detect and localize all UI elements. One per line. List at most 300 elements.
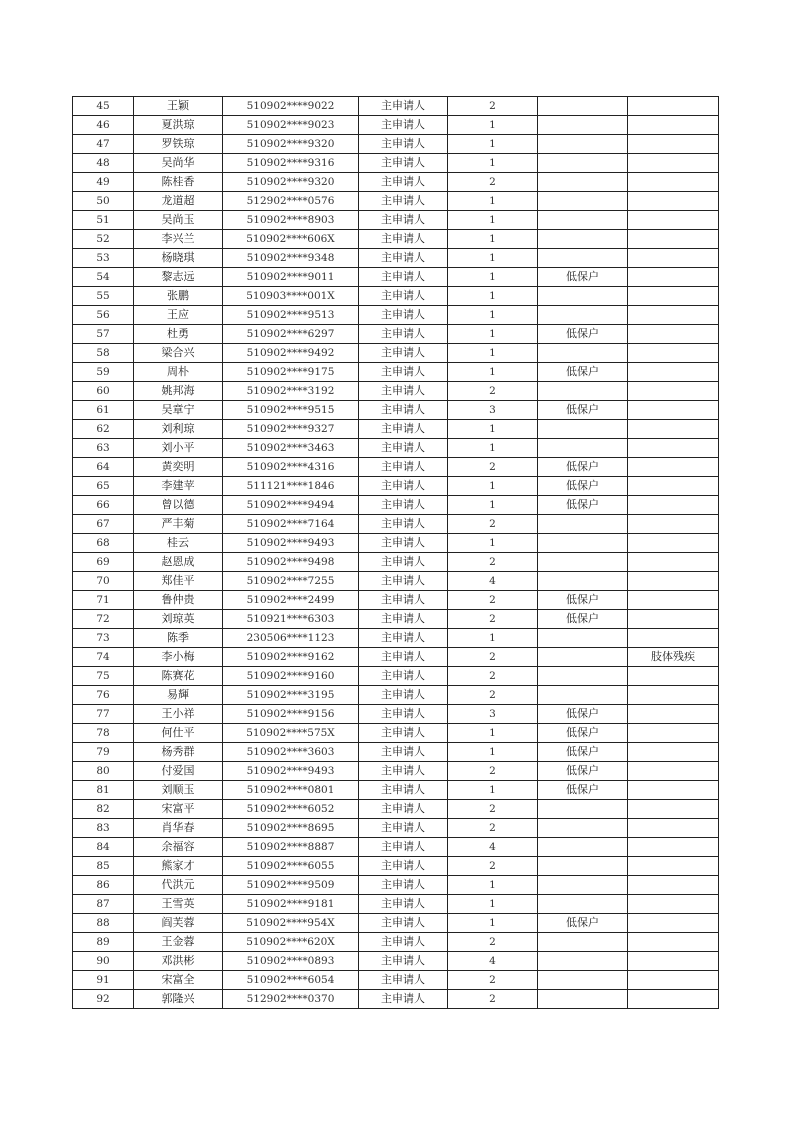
- household-size-cell: 2: [448, 382, 538, 401]
- household-size-cell: 1: [448, 135, 538, 154]
- remark-cell: [628, 534, 719, 553]
- name-cell: 刘顺玉: [134, 781, 223, 800]
- role-cell: 主申请人: [359, 135, 448, 154]
- remark-cell: 肢体残疾: [628, 648, 719, 667]
- name-cell: 易輝: [134, 686, 223, 705]
- name-cell: 刘小平: [134, 439, 223, 458]
- remark-cell: [628, 439, 719, 458]
- remark-cell: [628, 363, 719, 382]
- row-number-cell: 51: [73, 211, 134, 230]
- name-cell: 龙道超: [134, 192, 223, 211]
- remark-cell: [628, 876, 719, 895]
- row-number-cell: 78: [73, 724, 134, 743]
- row-number-cell: 55: [73, 287, 134, 306]
- remark-cell: [628, 800, 719, 819]
- role-cell: 主申请人: [359, 553, 448, 572]
- assistance-type-cell: 低保户: [538, 325, 628, 344]
- name-cell: 陈桂香: [134, 173, 223, 192]
- row-number-cell: 56: [73, 306, 134, 325]
- remark-cell: [628, 306, 719, 325]
- applicant-table: [72, 96, 719, 1009]
- household-size-cell: 1: [448, 211, 538, 230]
- role-cell: 主申请人: [359, 496, 448, 515]
- name-cell: 杨秀群: [134, 743, 223, 762]
- id-number-cell: 510902****9011: [223, 268, 359, 287]
- id-number-cell: 510902****6297: [223, 325, 359, 344]
- table-body: [73, 97, 719, 1009]
- row-number-cell: 72: [73, 610, 134, 629]
- name-cell: 李小梅: [134, 648, 223, 667]
- row-number-cell: 67: [73, 515, 134, 534]
- id-number-cell: 510902****9162: [223, 648, 359, 667]
- household-size-cell: 1: [448, 477, 538, 496]
- table-row: [73, 420, 719, 439]
- remark-cell: [628, 496, 719, 515]
- row-number-cell: 92: [73, 990, 134, 1009]
- id-number-cell: 512902****0370: [223, 990, 359, 1009]
- remark-cell: [628, 933, 719, 952]
- table-row: [73, 667, 719, 686]
- table-row: [73, 876, 719, 895]
- remark-cell: [628, 743, 719, 762]
- household-size-cell: 1: [448, 306, 538, 325]
- role-cell: 主申请人: [359, 667, 448, 686]
- table-row: [73, 116, 719, 135]
- remark-cell: [628, 990, 719, 1009]
- table-row: [73, 458, 719, 477]
- name-cell: 王颖: [134, 97, 223, 116]
- id-number-cell: 510902****3195: [223, 686, 359, 705]
- id-number-cell: 510902****6052: [223, 800, 359, 819]
- assistance-type-cell: 低保户: [538, 477, 628, 496]
- id-number-cell: 510902****9515: [223, 401, 359, 420]
- row-number-cell: 64: [73, 458, 134, 477]
- household-size-cell: 2: [448, 173, 538, 192]
- assistance-type-cell: [538, 211, 628, 230]
- name-cell: 桂云: [134, 534, 223, 553]
- id-number-cell: 510902****8887: [223, 838, 359, 857]
- id-number-cell: 510902****4316: [223, 458, 359, 477]
- table-row: [73, 306, 719, 325]
- row-number-cell: 65: [73, 477, 134, 496]
- assistance-type-cell: [538, 838, 628, 857]
- row-number-cell: 61: [73, 401, 134, 420]
- household-size-cell: 1: [448, 268, 538, 287]
- name-cell: 郭隆兴: [134, 990, 223, 1009]
- row-number-cell: 48: [73, 154, 134, 173]
- table-row: [73, 268, 719, 287]
- row-number-cell: 73: [73, 629, 134, 648]
- assistance-type-cell: [538, 249, 628, 268]
- row-number-cell: 57: [73, 325, 134, 344]
- household-size-cell: 2: [448, 800, 538, 819]
- table-row: [73, 591, 719, 610]
- name-cell: 付爱国: [134, 762, 223, 781]
- name-cell: 鲁仲贵: [134, 591, 223, 610]
- name-cell: 严丰菊: [134, 515, 223, 534]
- role-cell: 主申请人: [359, 211, 448, 230]
- assistance-type-cell: [538, 306, 628, 325]
- role-cell: 主申请人: [359, 249, 448, 268]
- assistance-type-cell: [538, 287, 628, 306]
- id-number-cell: 510903****001X: [223, 287, 359, 306]
- row-number-cell: 59: [73, 363, 134, 382]
- id-number-cell: 510902****620X: [223, 933, 359, 952]
- table-row: [73, 952, 719, 971]
- role-cell: 主申请人: [359, 876, 448, 895]
- id-number-cell: 510902****9320: [223, 173, 359, 192]
- name-cell: 陈季: [134, 629, 223, 648]
- table-row: [73, 762, 719, 781]
- household-size-cell: 2: [448, 990, 538, 1009]
- id-number-cell: 510902****0893: [223, 952, 359, 971]
- table-row: [73, 97, 719, 116]
- household-size-cell: 3: [448, 401, 538, 420]
- table-row: [73, 933, 719, 952]
- role-cell: 主申请人: [359, 990, 448, 1009]
- role-cell: 主申请人: [359, 116, 448, 135]
- role-cell: 主申请人: [359, 781, 448, 800]
- assistance-type-cell: [538, 135, 628, 154]
- remark-cell: [628, 591, 719, 610]
- row-number-cell: 82: [73, 800, 134, 819]
- assistance-type-cell: [538, 990, 628, 1009]
- household-size-cell: 2: [448, 933, 538, 952]
- row-number-cell: 75: [73, 667, 134, 686]
- row-number-cell: 86: [73, 876, 134, 895]
- assistance-type-cell: [538, 686, 628, 705]
- row-number-cell: 45: [73, 97, 134, 116]
- id-number-cell: 510902****9492: [223, 344, 359, 363]
- name-cell: 余福容: [134, 838, 223, 857]
- row-number-cell: 60: [73, 382, 134, 401]
- remark-cell: [628, 762, 719, 781]
- household-size-cell: 2: [448, 819, 538, 838]
- assistance-type-cell: [538, 420, 628, 439]
- assistance-type-cell: [538, 667, 628, 686]
- id-number-cell: 510902****3192: [223, 382, 359, 401]
- table-row: [73, 553, 719, 572]
- row-number-cell: 90: [73, 952, 134, 971]
- table-row: [73, 515, 719, 534]
- role-cell: 主申请人: [359, 819, 448, 838]
- row-number-cell: 58: [73, 344, 134, 363]
- assistance-type-cell: 低保户: [538, 724, 628, 743]
- table-row: [73, 382, 719, 401]
- role-cell: 主申请人: [359, 477, 448, 496]
- assistance-type-cell: [538, 116, 628, 135]
- role-cell: 主申请人: [359, 230, 448, 249]
- table-row: [73, 363, 719, 382]
- assistance-type-cell: [538, 230, 628, 249]
- id-number-cell: 510902****6055: [223, 857, 359, 876]
- id-number-cell: 510902****9494: [223, 496, 359, 515]
- table-row: [73, 344, 719, 363]
- id-number-cell: 510902****9316: [223, 154, 359, 173]
- remark-cell: [628, 705, 719, 724]
- row-number-cell: 47: [73, 135, 134, 154]
- assistance-type-cell: 低保户: [538, 496, 628, 515]
- table-row: [73, 838, 719, 857]
- table-row: [73, 743, 719, 762]
- household-size-cell: 2: [448, 553, 538, 572]
- household-size-cell: 1: [448, 781, 538, 800]
- name-cell: 周朴: [134, 363, 223, 382]
- role-cell: 主申请人: [359, 705, 448, 724]
- id-number-cell: 510902****9493: [223, 762, 359, 781]
- assistance-type-cell: [538, 192, 628, 211]
- row-number-cell: 50: [73, 192, 134, 211]
- remark-cell: [628, 230, 719, 249]
- id-number-cell: 510902****7164: [223, 515, 359, 534]
- role-cell: 主申请人: [359, 363, 448, 382]
- id-number-cell: 510902****8903: [223, 211, 359, 230]
- household-size-cell: 1: [448, 287, 538, 306]
- id-number-cell: 510902****7255: [223, 572, 359, 591]
- name-cell: 罗铁琼: [134, 135, 223, 154]
- table-row: [73, 648, 719, 667]
- id-number-cell: 510902****9022: [223, 97, 359, 116]
- name-cell: 李建苹: [134, 477, 223, 496]
- assistance-type-cell: [538, 933, 628, 952]
- household-size-cell: 2: [448, 762, 538, 781]
- table-row: [73, 629, 719, 648]
- id-number-cell: 510902****0801: [223, 781, 359, 800]
- role-cell: 主申请人: [359, 724, 448, 743]
- row-number-cell: 87: [73, 895, 134, 914]
- household-size-cell: 1: [448, 876, 538, 895]
- table-row: [73, 724, 719, 743]
- name-cell: 黄奕明: [134, 458, 223, 477]
- name-cell: 熊家才: [134, 857, 223, 876]
- role-cell: 主申请人: [359, 344, 448, 363]
- table-row: [73, 496, 719, 515]
- name-cell: 宋富平: [134, 800, 223, 819]
- assistance-type-cell: [538, 382, 628, 401]
- remark-cell: [628, 629, 719, 648]
- name-cell: 梁合兴: [134, 344, 223, 363]
- id-number-cell: 510902****9513: [223, 306, 359, 325]
- assistance-type-cell: 低保户: [538, 781, 628, 800]
- table-row: [73, 477, 719, 496]
- id-number-cell: 510902****9023: [223, 116, 359, 135]
- assistance-type-cell: 低保户: [538, 743, 628, 762]
- assistance-type-cell: [538, 572, 628, 591]
- remark-cell: [628, 211, 719, 230]
- id-number-cell: 510902****6054: [223, 971, 359, 990]
- remark-cell: [628, 325, 719, 344]
- name-cell: 郑佳平: [134, 572, 223, 591]
- row-number-cell: 91: [73, 971, 134, 990]
- role-cell: 主申请人: [359, 154, 448, 173]
- assistance-type-cell: [538, 154, 628, 173]
- household-size-cell: 2: [448, 97, 538, 116]
- id-number-cell: 510902****606X: [223, 230, 359, 249]
- household-size-cell: 1: [448, 629, 538, 648]
- table-row: [73, 154, 719, 173]
- household-size-cell: 2: [448, 667, 538, 686]
- household-size-cell: 1: [448, 743, 538, 762]
- remark-cell: [628, 382, 719, 401]
- table-row: [73, 173, 719, 192]
- role-cell: 主申请人: [359, 610, 448, 629]
- household-size-cell: 1: [448, 230, 538, 249]
- household-size-cell: 1: [448, 154, 538, 173]
- assistance-type-cell: [538, 857, 628, 876]
- assistance-type-cell: 低保户: [538, 762, 628, 781]
- remark-cell: [628, 781, 719, 800]
- assistance-type-cell: [538, 439, 628, 458]
- role-cell: 主申请人: [359, 173, 448, 192]
- name-cell: 王小祥: [134, 705, 223, 724]
- row-number-cell: 76: [73, 686, 134, 705]
- row-number-cell: 80: [73, 762, 134, 781]
- remark-cell: [628, 173, 719, 192]
- role-cell: 主申请人: [359, 933, 448, 952]
- household-size-cell: 1: [448, 534, 538, 553]
- role-cell: 主申请人: [359, 686, 448, 705]
- role-cell: 主申请人: [359, 382, 448, 401]
- remark-cell: [628, 686, 719, 705]
- household-size-cell: 4: [448, 572, 538, 591]
- household-size-cell: 1: [448, 116, 538, 135]
- remark-cell: [628, 135, 719, 154]
- role-cell: 主申请人: [359, 971, 448, 990]
- name-cell: 宋富全: [134, 971, 223, 990]
- assistance-type-cell: 低保户: [538, 401, 628, 420]
- table-row: [73, 990, 719, 1009]
- role-cell: 主申请人: [359, 192, 448, 211]
- name-cell: 王应: [134, 306, 223, 325]
- remark-cell: [628, 249, 719, 268]
- assistance-type-cell: 低保户: [538, 705, 628, 724]
- row-number-cell: 83: [73, 819, 134, 838]
- assistance-type-cell: 低保户: [538, 363, 628, 382]
- table-row: [73, 857, 719, 876]
- id-number-cell: 510902****8695: [223, 819, 359, 838]
- row-number-cell: 49: [73, 173, 134, 192]
- id-number-cell: 510902****954X: [223, 914, 359, 933]
- household-size-cell: 1: [448, 496, 538, 515]
- table-row: [73, 572, 719, 591]
- id-number-cell: 510902****9509: [223, 876, 359, 895]
- household-size-cell: 1: [448, 724, 538, 743]
- row-number-cell: 77: [73, 705, 134, 724]
- household-size-cell: 2: [448, 971, 538, 990]
- household-size-cell: 1: [448, 439, 538, 458]
- remark-cell: [628, 477, 719, 496]
- row-number-cell: 53: [73, 249, 134, 268]
- remark-cell: [628, 952, 719, 971]
- name-cell: 黎志远: [134, 268, 223, 287]
- remark-cell: [628, 344, 719, 363]
- table-row: [73, 971, 719, 990]
- assistance-type-cell: [538, 895, 628, 914]
- remark-cell: [628, 838, 719, 857]
- name-cell: 杜勇: [134, 325, 223, 344]
- name-cell: 王雪英: [134, 895, 223, 914]
- assistance-type-cell: [538, 97, 628, 116]
- assistance-type-cell: [538, 173, 628, 192]
- remark-cell: [628, 553, 719, 572]
- role-cell: 主申请人: [359, 952, 448, 971]
- role-cell: 主申请人: [359, 629, 448, 648]
- role-cell: 主申请人: [359, 458, 448, 477]
- household-size-cell: 1: [448, 344, 538, 363]
- assistance-type-cell: [538, 952, 628, 971]
- role-cell: 主申请人: [359, 800, 448, 819]
- remark-cell: [628, 667, 719, 686]
- assistance-type-cell: [538, 971, 628, 990]
- role-cell: 主申请人: [359, 591, 448, 610]
- id-number-cell: 510902****9320: [223, 135, 359, 154]
- role-cell: 主申请人: [359, 914, 448, 933]
- row-number-cell: 66: [73, 496, 134, 515]
- role-cell: 主申请人: [359, 515, 448, 534]
- name-cell: 刘琼英: [134, 610, 223, 629]
- name-cell: 姚邦海: [134, 382, 223, 401]
- household-size-cell: 1: [448, 363, 538, 382]
- remark-cell: [628, 192, 719, 211]
- assistance-type-cell: [538, 534, 628, 553]
- household-size-cell: 2: [448, 610, 538, 629]
- remark-cell: [628, 154, 719, 173]
- row-number-cell: 54: [73, 268, 134, 287]
- remark-cell: [628, 268, 719, 287]
- name-cell: 杨晓琪: [134, 249, 223, 268]
- table-row: [73, 800, 719, 819]
- role-cell: 主申请人: [359, 838, 448, 857]
- row-number-cell: 52: [73, 230, 134, 249]
- household-size-cell: 2: [448, 458, 538, 477]
- role-cell: 主申请人: [359, 439, 448, 458]
- remark-cell: [628, 515, 719, 534]
- row-number-cell: 46: [73, 116, 134, 135]
- table-row: [73, 135, 719, 154]
- household-size-cell: 1: [448, 420, 538, 439]
- id-number-cell: 510902****2499: [223, 591, 359, 610]
- row-number-cell: 68: [73, 534, 134, 553]
- household-size-cell: 1: [448, 249, 538, 268]
- remark-cell: [628, 572, 719, 591]
- household-size-cell: 1: [448, 325, 538, 344]
- role-cell: 主申请人: [359, 97, 448, 116]
- table-row: [73, 534, 719, 553]
- row-number-cell: 79: [73, 743, 134, 762]
- name-cell: 夏洪琼: [134, 116, 223, 135]
- remark-cell: [628, 116, 719, 135]
- household-size-cell: 4: [448, 838, 538, 857]
- remark-cell: [628, 287, 719, 306]
- role-cell: 主申请人: [359, 287, 448, 306]
- role-cell: 主申请人: [359, 572, 448, 591]
- name-cell: 曾以德: [134, 496, 223, 515]
- name-cell: 何仕平: [134, 724, 223, 743]
- id-number-cell: 510902****3463: [223, 439, 359, 458]
- table-row: [73, 230, 719, 249]
- remark-cell: [628, 458, 719, 477]
- household-size-cell: 2: [448, 591, 538, 610]
- name-cell: 赵恩成: [134, 553, 223, 572]
- remark-cell: [628, 914, 719, 933]
- table-row: [73, 781, 719, 800]
- role-cell: 主申请人: [359, 306, 448, 325]
- name-cell: 刘利琼: [134, 420, 223, 439]
- table-row: [73, 914, 719, 933]
- assistance-type-cell: [538, 648, 628, 667]
- remark-cell: [628, 819, 719, 838]
- role-cell: 主申请人: [359, 420, 448, 439]
